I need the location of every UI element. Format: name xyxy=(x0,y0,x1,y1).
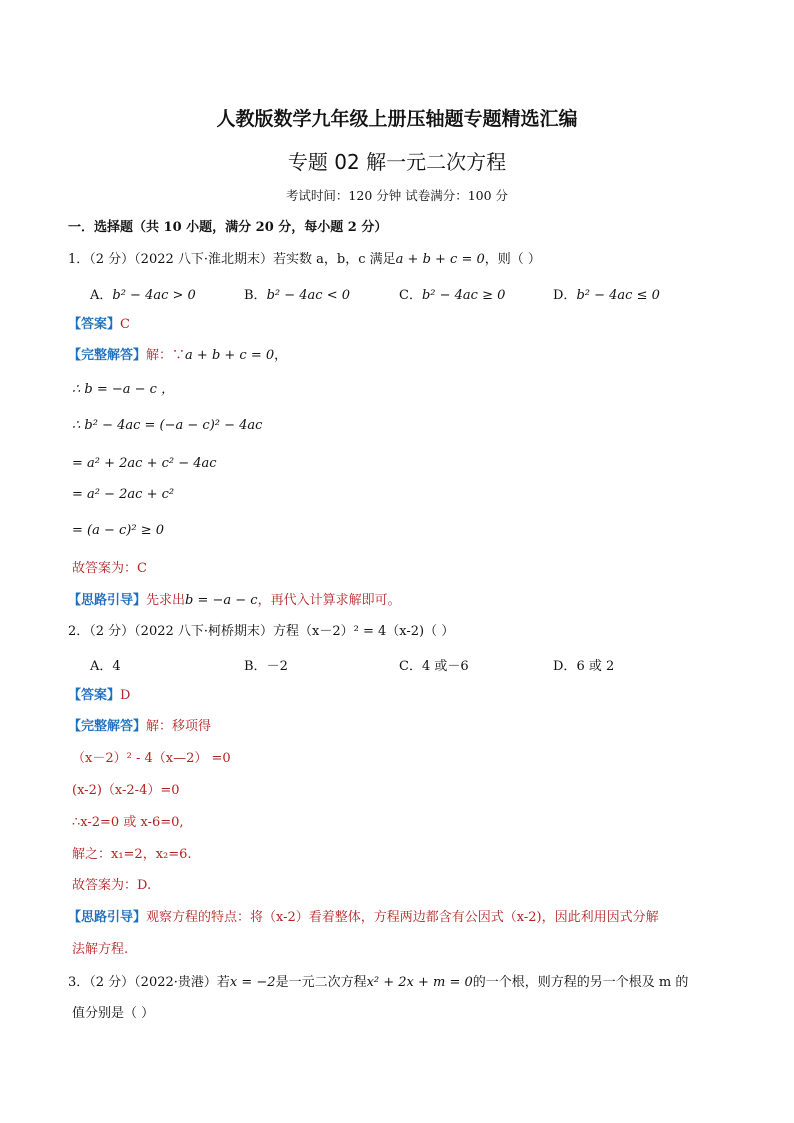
exam-meta: 考试时间：120 分钟 试卷满分：100 分 xyxy=(285,188,509,203)
q1-stem-math: a + b + c = 0 xyxy=(395,252,485,267)
q1-stem-tail: ，则（ ） xyxy=(484,252,541,267)
q2-stem: 2．（2 分）（2022 八下·柯桥期末）方程（x－2）² = 4（x-2)（ ） xyxy=(68,624,455,639)
q1-step-2: ∴ b² − 4ac = (−a − c)² − 4ac xyxy=(72,418,263,433)
q2-step-1: （x－2）² - 4（x—2） =0 xyxy=(72,751,231,766)
q2-conclusion: 故答案为：D. xyxy=(72,878,152,893)
document-subtitle: 专题 02 解一元二次方程 xyxy=(287,150,507,174)
document-title: 人教版数学九年级上册压轴题专题精选汇编 xyxy=(216,108,578,130)
q1-conclusion: 故答案为：C xyxy=(72,561,147,576)
q1-step-1: ∴ b = −a − c ， xyxy=(72,382,175,397)
q2-step-2: (x-2)（x-2-4）=0 xyxy=(72,783,180,798)
q1-option-b: B．b² − 4ac < 0 xyxy=(244,288,350,303)
answer-tag: 【答案】 xyxy=(68,317,121,332)
q1-stem xyxy=(68,251,541,269)
solution-tag: 【完整解答】 xyxy=(68,348,147,363)
q3-stem-line2: 值分别是（ ） xyxy=(72,1006,155,1021)
q2-option-d: D．6 或 2 xyxy=(553,659,615,674)
section-heading: 一．选择题（共 10 小题，满分 20 分，每小题 2 分） xyxy=(68,220,388,235)
q2-answer: 【答案】D xyxy=(68,688,131,703)
q2-hint-line2: 法解方程. xyxy=(72,942,129,957)
q1-answer xyxy=(68,316,130,334)
q2-solution-intro: 【完整解答】解：移项得 xyxy=(68,719,212,734)
q1-option-c: C．b² − 4ac ≥ 0 xyxy=(399,288,506,303)
q1-step-5: = (a − c)² ≥ 0 xyxy=(72,523,164,538)
q1-step-3: = a² + 2ac + c² − 4ac xyxy=(72,456,217,471)
q1-stem-text: 1．（2 分）（2022 八下·淮北期末）若实数 a，b，c 满足 xyxy=(68,252,396,267)
q3-stem: 3．（2 分）（2022·贵港）若x = −2是一元二次方程x² + 2x + m = 0的一个根，则方程的另一个根及 m 的 xyxy=(68,975,689,990)
q1-option-a: A．b² − 4ac > 0 xyxy=(90,288,196,303)
q2-hint-line1: 【思路引导】观察方程的特点：将（x-2）看着整体，方程两边都含有公因式（x-2)，因此利用因式分解 xyxy=(68,910,659,925)
q1-step-4: = a² − 2ac + c² xyxy=(72,487,175,502)
q1-solution-intro: 【完整解答】解：∵a + b + c = 0， xyxy=(68,348,288,363)
q2-option-b: B．－2 xyxy=(244,659,288,674)
q2-option-c: C．4 或－6 xyxy=(399,659,469,674)
q1-option-d: D．b² − 4ac ≤ 0 xyxy=(553,288,660,303)
q2-step-4: 解之：x₁=2，x₂=6. xyxy=(72,847,192,862)
q1-answer-value: C xyxy=(120,317,130,332)
hint-tag: 【思路引导】 xyxy=(68,593,147,608)
q2-step-3: ∴x-2=0 或 x-6=0, xyxy=(72,815,184,830)
q2-option-a: A．4 xyxy=(90,659,121,674)
q1-hint: 【思路引导】先求出b = −a − c，再代入计算求解即可。 xyxy=(68,593,401,608)
